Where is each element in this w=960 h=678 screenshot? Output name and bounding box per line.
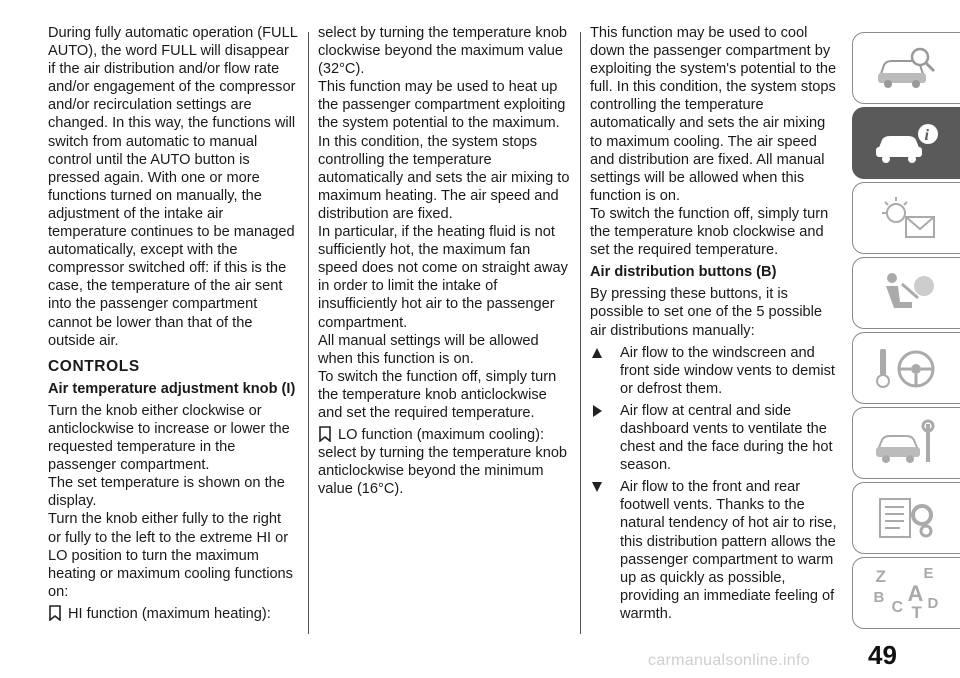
index-letters-icon <box>872 565 942 621</box>
airbag-seat-icon <box>872 268 942 318</box>
watermark: carmanualsonline.info <box>648 652 810 669</box>
index-letter: A <box>907 581 924 606</box>
paragraph: This function may be used to cool down the passenger compartment by exploiting the system's potential to the full. In this condition, the system stops controlling the temperature automatically and sets the air mixing to maximum cooling. The air speed and distribution are fixed. All manual settings will be allowed when this function is on. <box>590 25 837 204</box>
tab-car-info[interactable] <box>852 107 960 179</box>
paragraph: This function may be used to heat up the passenger compartment exploiting the system potential to the maximum. <box>318 79 566 132</box>
distribution-item-windscreen <box>590 344 840 398</box>
column-divider <box>580 32 581 634</box>
paragraph: select by turning the temperature knob clockwise beyond the maximum value (32°C). <box>318 25 568 78</box>
paragraph: All manual settings will be allowed when this function is on. <box>318 332 539 367</box>
index-letter: C <box>891 599 904 616</box>
paragraph: In this condition, the system stops controlling the temperature automatically and sets the air mixing to maximum heating. The air speed and distribution are fixed. <box>318 133 570 222</box>
text-column-2 <box>318 24 570 498</box>
subheading: Air temperature adjustment knob (I) <box>48 380 296 397</box>
chapter-tabs <box>852 32 960 632</box>
page-number: 49 <box>868 640 897 670</box>
dashboard-arrow-icon <box>590 402 620 474</box>
distribution-item-footwell <box>590 478 840 623</box>
svg-text:i: i <box>924 127 929 144</box>
text-column-3 <box>590 24 840 623</box>
index-letter: B <box>873 589 885 606</box>
tab-specifications[interactable] <box>852 482 960 554</box>
windscreen-arrow-icon <box>590 344 620 398</box>
tab-warning-lights[interactable] <box>852 182 960 254</box>
bullet-item <box>318 426 570 444</box>
section-heading: CONTROLS <box>48 357 140 375</box>
paragraph: Turn the knob either fully to the right or fully to the left to the extreme HI or LO position to turn the maximum heating or maximum cooling functions on: <box>48 511 293 600</box>
item-text: Air flow to the windscreen and front side window vents to demist or defrost them. <box>620 344 835 397</box>
paragraph: To switch the function off, simply turn the temperature knob anticlockwise and set the required temperature. <box>318 368 557 421</box>
subheading: Air distribution buttons (B) <box>590 264 777 281</box>
paragraph: During fully automatic operation (FULL AUTO), the word FULL will disappear if the air distribution and/or flow rate and/or engagement of the compressor and/or recirculation settings are changed. In this way, the functions will switch from automatic to manual control until the AUTO button is pressed again. With one or more functions turned on manually, the adjustment of the intake air temperature continues to be managed automatically, except with the compressor switched off: if this is the case, the temperature of the air sent into the passenger compartment cannot be lower than that of the outside air. <box>48 25 298 349</box>
car-search-icon <box>872 43 942 93</box>
distribution-item-dashboard <box>590 402 840 474</box>
text-column-1 <box>48 24 298 623</box>
index-letter: T <box>911 603 922 622</box>
paragraph: The set temperature is shown on the display. <box>48 475 285 510</box>
item-text: Air flow at central and side dashboard vents to ventilate the chest and the face during the hot season. <box>620 402 833 474</box>
paragraph: To switch the function off, simply turn the temperature knob clockwise and set the required temperature. <box>590 205 829 259</box>
specifications-icon <box>872 493 942 543</box>
tab-index[interactable] <box>852 557 960 629</box>
item-text: Air flow to the front and rear footwell vents. Thanks to the natural tendency of hot air to rise, this distribution pattern allows the passenger compartment to warm up as quickly as possible, providing an immediate feeling of warmth. <box>620 479 837 622</box>
footwell-arrow-icon <box>590 478 620 623</box>
paragraph: Turn the knob either clockwise or anticlockwise to increase or lower the requested temperature in the passenger compartment. <box>48 402 290 474</box>
column-divider <box>308 32 309 634</box>
paragraph: select by turning the temperature knob anticlockwise beyond the minimum value (16°C). <box>318 445 568 498</box>
index-letter: Z <box>875 567 886 586</box>
bullet-item <box>48 605 298 623</box>
key-steering-icon <box>872 343 942 393</box>
paragraph: In particular, if the heating fluid is not sufficiently hot, the maximum fan speed does not come on straight away in order to limit the intake of insufficiently hot air to the passenger compartment. <box>318 224 568 331</box>
bullet-text: LO function (maximum cooling): <box>338 427 545 444</box>
tab-car-service[interactable] <box>852 407 960 479</box>
tab-airbag-seat[interactable] <box>852 257 960 329</box>
car-service-icon <box>872 418 942 468</box>
index-letter: D <box>927 595 939 612</box>
bookmark-bullet-icon <box>318 426 338 444</box>
tab-car-search[interactable] <box>852 32 960 104</box>
warning-lights-icon <box>872 193 942 243</box>
paragraph: By pressing these buttons, it is possible to set one of the 5 possible air distributions manually: <box>590 286 823 339</box>
index-letter: E <box>923 565 934 582</box>
car-info-icon <box>872 118 942 168</box>
bookmark-bullet-icon <box>48 605 68 623</box>
bullet-text: HI function (maximum heating): <box>68 605 271 622</box>
tab-key-steering[interactable] <box>852 332 960 404</box>
